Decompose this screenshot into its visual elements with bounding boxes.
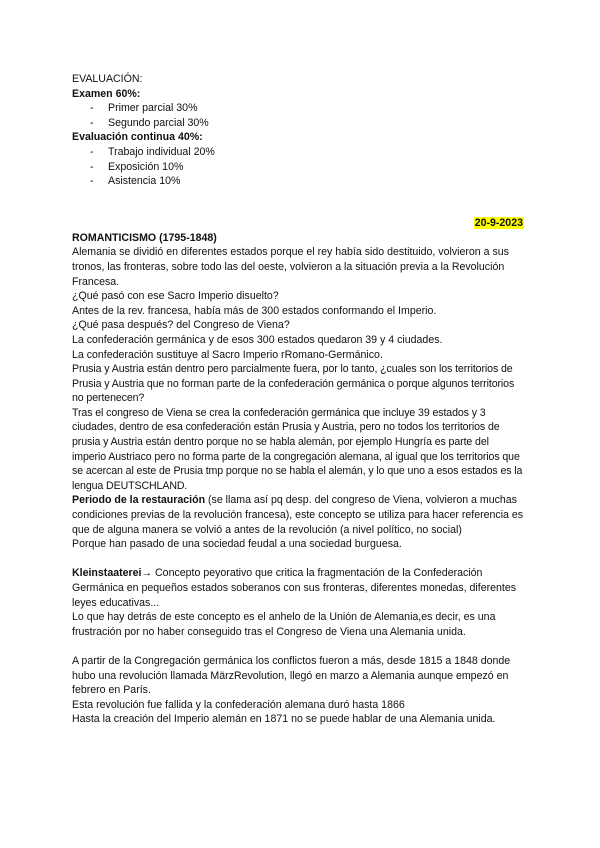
question: ¿Qué pasó con ese Sacro Imperio disuelto? (72, 290, 279, 303)
list-item: - Trabajo individual 20% (90, 145, 524, 160)
restoration-paragraph (72, 493, 524, 537)
paragraph: A partir de la Congregación germánica los conflictos fueron a más, desde 1815 a 1848 donde hubo una revolución llamada MärzRevolution, llegó en marzo a Alemania aunque empezó en febrero en París. (72, 654, 511, 697)
kleinstaaterei-paragraph (72, 566, 524, 610)
list-item: - Asistencia 10% (90, 174, 524, 189)
continuous-list (72, 145, 524, 189)
question: ¿Qué pasa después? del Congreso de Viena? (72, 319, 290, 332)
continuous-label: Evaluación continua 40%: (72, 131, 203, 144)
kleinstaaterei-term: Kleinstaaterei (72, 567, 142, 580)
spacer (72, 552, 524, 567)
list-item: - Primer parcial 30% (90, 101, 524, 116)
restoration-text: (se llama así pq desp. del congreso de Viena, volvieron a muchas condiciones previas de la revolución francesa), este concepto se utiliza para hacer referencia es que de alguna manera se volvió a antes de la revolución (a nivel político, no social) (72, 494, 524, 536)
document-content (72, 72, 524, 727)
paragraph: Prusia y Austria están dentro pero parcialmente fuera, por lo tanto, ¿cuales son los territorios de Prusia y Austria que no forman parte de la confederación germánica o porque algunos territorios no pertenecen? (72, 363, 515, 405)
date-row (72, 216, 524, 231)
paragraph: La confederación sustituye al Sacro Imperio rRomano-Germánico. (72, 348, 383, 361)
exam-label: Examen 60%: (72, 87, 141, 100)
list-item: - Segundo parcial 30% (90, 116, 524, 131)
paragraph: Tras el congreso de Viena se crea la confederación germánica que incluye 39 estados y 3 ciudades, dentro de esa confederación están Prusia y Austria, pero no todos los territorios de prusia y Austria están dentro porque no se habla alemán, por ejemplo Hungría es parte del imperio Austriaco pero no forma parte de la congregación alemana, al igual que los territorios que se acercan al este de Prusia tmp porque no se habla el alemán, y lo que uno a esos estados es la lengua DEUTSCHLAND. (72, 406, 523, 492)
paragraph: Antes de la rev. francesa, había más de 300 estados conformando el Imperio. (72, 304, 437, 317)
exam-list (72, 101, 524, 130)
paragraph: Porque han pasado de una sociedad feudal a una sociedad burguesa. (72, 538, 402, 551)
paragraph: Lo que hay detrás de este concepto es el anhelo de la Unión de Alemania,es decir, es una frustración por no haber conseguido tras el Congreso de Viena una Alemania unida. (72, 611, 496, 638)
kleinstaaterei-text: Concepto peyorativo que critica la fragmentación de la Confederación Germánica en pequeños estados soberanos con sus fronteras, diferentes monedas, diferentes leyes educativas... (72, 567, 517, 609)
paragraph: Esta revolución fue fallida y la confederación alemana duró hasta 1866 (72, 698, 405, 711)
evaluation-heading: EVALUACIÓN: (72, 73, 143, 85)
spacer (72, 639, 524, 654)
paragraph: Hasta la creación del Imperio alemán en 1871 no se puede hablar de una Alemania unida. (72, 713, 496, 726)
paragraph: La confederación germánica y de esos 300 estados quedaron 39 y 4 ciudades. (72, 333, 443, 346)
section-title: ROMANTICISMO (1795-1848) (72, 231, 217, 244)
paragraph: Alemania se dividió en diferentes estados porque el rey había sido destituido, volvieron a sus tronos, las fronteras, sobre todo las del oeste, volvieron a la situación previa a la Revolución Francesa. (72, 246, 509, 288)
date-highlight: 20-9-2023 (474, 216, 523, 229)
restoration-term: Periodo de la restauración (72, 494, 206, 507)
arrow-icon: → (141, 567, 153, 580)
list-item: - Exposición 10% (90, 160, 524, 175)
